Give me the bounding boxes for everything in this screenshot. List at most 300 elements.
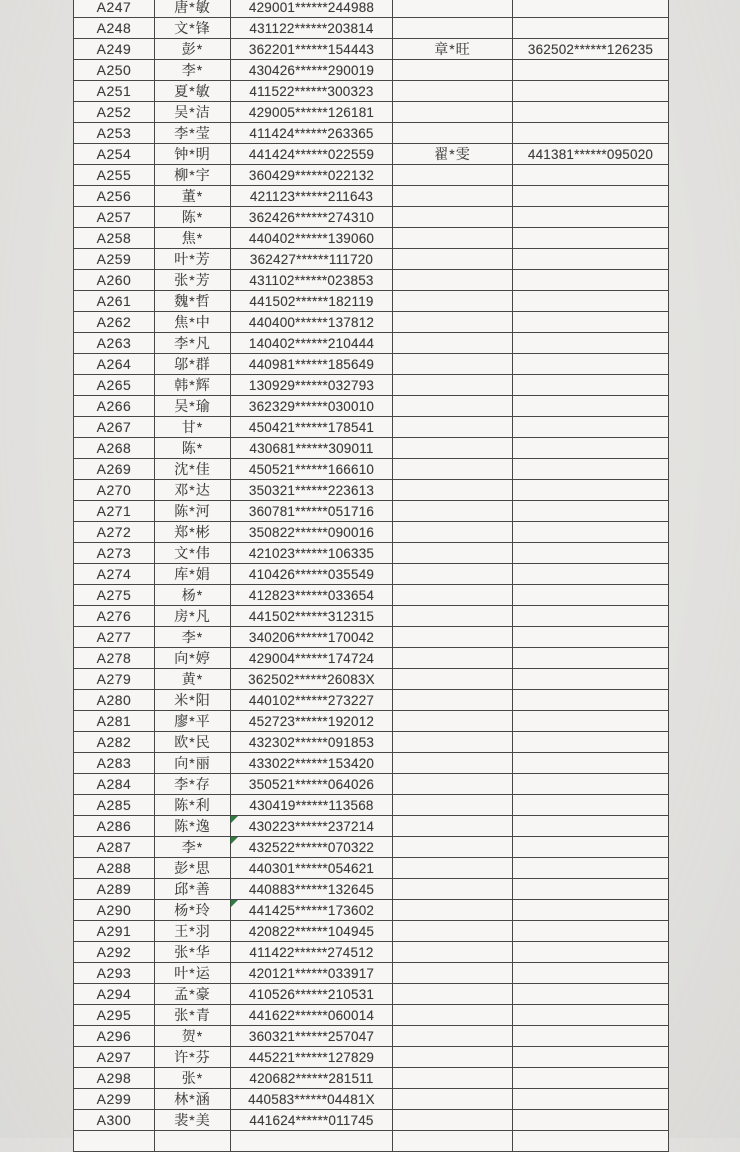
secondary-name-cell <box>393 375 513 396</box>
secondary-id-cell <box>513 501 669 522</box>
secondary-name-cell <box>393 879 513 900</box>
primary-name-cell: 李*莹 <box>155 123 231 144</box>
primary-name-cell: 张* <box>155 1068 231 1089</box>
secondary-name-cell <box>393 60 513 81</box>
primary-name-cell: 夏*敏 <box>155 81 231 102</box>
code-cell: A298 <box>74 1068 155 1089</box>
primary-name-cell: 文*锋 <box>155 18 231 39</box>
table-row <box>74 501 669 522</box>
code-cell: A283 <box>74 753 155 774</box>
secondary-name-cell <box>393 858 513 879</box>
secondary-name-cell <box>393 585 513 606</box>
table-row <box>74 732 669 753</box>
table-row <box>74 669 669 690</box>
code-cell: A276 <box>74 606 155 627</box>
primary-id-cell: 362502******26083X <box>231 669 393 690</box>
primary-id-cell: 421123******211643 <box>231 186 393 207</box>
secondary-name-cell <box>393 1026 513 1047</box>
code-cell: A274 <box>74 564 155 585</box>
secondary-id-cell <box>513 123 669 144</box>
primary-name-cell: 李* <box>155 60 231 81</box>
primary-id-cell: 412823******033654 <box>231 585 393 606</box>
secondary-id-cell <box>513 858 669 879</box>
secondary-id-cell <box>513 417 669 438</box>
primary-id-cell: 350521******064026 <box>231 774 393 795</box>
table-row <box>74 795 669 816</box>
primary-id-cell: 360321******257047 <box>231 1026 393 1047</box>
primary-id-cell: 429005******126181 <box>231 102 393 123</box>
primary-id-cell: 410426******035549 <box>231 564 393 585</box>
primary-name-cell: 彭*思 <box>155 858 231 879</box>
primary-name-cell: 甘* <box>155 417 231 438</box>
secondary-name-cell <box>393 186 513 207</box>
primary-id-cell: 130929******032793 <box>231 375 393 396</box>
secondary-id-cell <box>513 837 669 858</box>
code-cell: A289 <box>74 879 155 900</box>
code-cell: A290 <box>74 900 155 921</box>
code-cell: A268 <box>74 438 155 459</box>
primary-name-cell: 叶*运 <box>155 963 231 984</box>
code-cell: A299 <box>74 1089 155 1110</box>
secondary-id-cell <box>513 165 669 186</box>
primary-name-cell: 孟*豪 <box>155 984 231 1005</box>
code-cell: A300 <box>74 1110 155 1131</box>
primary-id-cell: 362201******154443 <box>231 39 393 60</box>
primary-id-cell: 140402******210444 <box>231 333 393 354</box>
secondary-id-cell <box>513 648 669 669</box>
code-cell: A292 <box>74 942 155 963</box>
code-cell: A253 <box>74 123 155 144</box>
secondary-name-cell <box>393 417 513 438</box>
secondary-id-cell <box>513 60 669 81</box>
code-cell <box>74 1131 155 1152</box>
code-cell: A297 <box>74 1047 155 1068</box>
primary-id-cell: 445221******127829 <box>231 1047 393 1068</box>
secondary-name-cell <box>393 1089 513 1110</box>
table-row <box>74 354 669 375</box>
primary-id-cell: 440883******132645 <box>231 879 393 900</box>
secondary-id-cell <box>513 1110 669 1131</box>
secondary-id-cell <box>513 543 669 564</box>
secondary-id-cell <box>513 0 669 18</box>
secondary-name-cell <box>393 438 513 459</box>
table-row <box>74 858 669 879</box>
code-cell: A257 <box>74 207 155 228</box>
code-cell: A280 <box>74 690 155 711</box>
code-cell: A250 <box>74 60 155 81</box>
primary-id-cell: 430223******237214 <box>231 816 393 837</box>
code-cell: A265 <box>74 375 155 396</box>
secondary-name-cell <box>393 984 513 1005</box>
code-cell: A270 <box>74 480 155 501</box>
primary-name-cell: 陈*逸 <box>155 816 231 837</box>
table-row <box>74 312 669 333</box>
table-row <box>74 417 669 438</box>
secondary-name-cell: 翟*雯 <box>393 144 513 165</box>
secondary-id-cell <box>513 522 669 543</box>
primary-name-cell: 陈* <box>155 438 231 459</box>
primary-name-cell: 焦* <box>155 228 231 249</box>
table-row <box>74 543 669 564</box>
primary-name-cell: 叶*芳 <box>155 249 231 270</box>
code-cell: A269 <box>74 459 155 480</box>
secondary-name-cell <box>393 795 513 816</box>
primary-id-cell: 441424******022559 <box>231 144 393 165</box>
table-row <box>74 102 669 123</box>
table-row <box>74 1110 669 1131</box>
secondary-name-cell <box>393 312 513 333</box>
code-cell: A255 <box>74 165 155 186</box>
primary-id-cell: 362427******111720 <box>231 249 393 270</box>
code-cell: A252 <box>74 102 155 123</box>
table-row <box>74 879 669 900</box>
primary-id-cell: 450421******178541 <box>231 417 393 438</box>
table-row <box>74 942 669 963</box>
secondary-id-cell <box>513 942 669 963</box>
table-row <box>74 585 669 606</box>
table-row <box>74 333 669 354</box>
secondary-id-cell <box>513 375 669 396</box>
table-row <box>74 438 669 459</box>
primary-id-cell: 411522******300323 <box>231 81 393 102</box>
primary-name-cell: 库*娟 <box>155 564 231 585</box>
code-cell: A249 <box>74 39 155 60</box>
table-row <box>74 900 669 921</box>
secondary-name-cell <box>393 1005 513 1026</box>
table-row <box>74 186 669 207</box>
primary-id-cell: 432522******070322 <box>231 837 393 858</box>
secondary-id-cell <box>513 585 669 606</box>
secondary-name-cell <box>393 333 513 354</box>
code-cell: A261 <box>74 291 155 312</box>
secondary-id-cell <box>513 18 669 39</box>
code-cell: A264 <box>74 354 155 375</box>
secondary-name-cell <box>393 396 513 417</box>
primary-name-cell <box>155 1131 231 1152</box>
secondary-name-cell <box>393 627 513 648</box>
secondary-id-cell <box>513 354 669 375</box>
secondary-name-cell <box>393 81 513 102</box>
primary-name-cell: 邓*达 <box>155 480 231 501</box>
secondary-name-cell <box>393 501 513 522</box>
primary-name-cell: 张*华 <box>155 942 231 963</box>
primary-name-cell: 沈*佳 <box>155 459 231 480</box>
code-cell: A294 <box>74 984 155 1005</box>
secondary-id-cell <box>513 291 669 312</box>
table-row <box>74 39 669 60</box>
table-row <box>74 753 669 774</box>
primary-id-cell: 350822******090016 <box>231 522 393 543</box>
secondary-id-cell <box>513 1026 669 1047</box>
primary-name-cell: 韩*辉 <box>155 375 231 396</box>
code-cell: A248 <box>74 18 155 39</box>
primary-id-cell: 433022******153420 <box>231 753 393 774</box>
table-row <box>74 480 669 501</box>
primary-id-cell: 431102******023853 <box>231 270 393 291</box>
primary-id-cell: 441624******011745 <box>231 1110 393 1131</box>
primary-name-cell: 邱*善 <box>155 879 231 900</box>
primary-id-cell: 430681******309011 <box>231 438 393 459</box>
secondary-id-cell <box>513 1005 669 1026</box>
primary-name-cell: 王*羽 <box>155 921 231 942</box>
code-cell: A266 <box>74 396 155 417</box>
primary-id-cell: 430419******113568 <box>231 795 393 816</box>
secondary-id-cell: 441381******095020 <box>513 144 669 165</box>
secondary-name-cell <box>393 774 513 795</box>
secondary-id-cell <box>513 459 669 480</box>
primary-name-cell: 向*丽 <box>155 753 231 774</box>
primary-id-cell: 441502******312315 <box>231 606 393 627</box>
primary-id-cell: 432302******091853 <box>231 732 393 753</box>
primary-id-cell <box>231 1131 393 1152</box>
primary-name-cell: 李* <box>155 837 231 858</box>
primary-name-cell: 李*存 <box>155 774 231 795</box>
secondary-name-cell <box>393 753 513 774</box>
secondary-name-cell <box>393 606 513 627</box>
table-row <box>74 1047 669 1068</box>
table-row <box>74 81 669 102</box>
secondary-id-cell <box>513 711 669 732</box>
table-row <box>74 207 669 228</box>
table-row <box>74 837 669 858</box>
code-cell: A272 <box>74 522 155 543</box>
primary-name-cell: 林*涵 <box>155 1089 231 1110</box>
primary-name-cell: 杨* <box>155 585 231 606</box>
primary-name-cell: 焦*中 <box>155 312 231 333</box>
code-cell: A273 <box>74 543 155 564</box>
secondary-name-cell <box>393 102 513 123</box>
code-cell: A286 <box>74 816 155 837</box>
table-row <box>74 459 669 480</box>
secondary-id-cell <box>513 984 669 1005</box>
secondary-name-cell <box>393 690 513 711</box>
code-cell: A254 <box>74 144 155 165</box>
secondary-name-cell <box>393 1110 513 1131</box>
code-cell: A278 <box>74 648 155 669</box>
secondary-name-cell <box>393 942 513 963</box>
secondary-id-cell <box>513 1131 669 1152</box>
code-cell: A282 <box>74 732 155 753</box>
secondary-name-cell <box>393 123 513 144</box>
secondary-name-cell <box>393 249 513 270</box>
table-row <box>74 144 669 165</box>
primary-id-cell: 429004******174724 <box>231 648 393 669</box>
secondary-name-cell <box>393 270 513 291</box>
secondary-id-cell <box>513 564 669 585</box>
table-row <box>74 123 669 144</box>
secondary-name-cell <box>393 564 513 585</box>
table-row <box>74 18 669 39</box>
primary-name-cell: 柳*宇 <box>155 165 231 186</box>
secondary-id-cell <box>513 690 669 711</box>
primary-name-cell: 吴*洁 <box>155 102 231 123</box>
secondary-id-cell <box>513 480 669 501</box>
secondary-id-cell <box>513 270 669 291</box>
secondary-id-cell <box>513 669 669 690</box>
primary-id-cell: 420682******281511 <box>231 1068 393 1089</box>
table-row <box>74 228 669 249</box>
code-cell: A256 <box>74 186 155 207</box>
primary-name-cell: 张*青 <box>155 1005 231 1026</box>
table-row <box>74 774 669 795</box>
code-cell: A262 <box>74 312 155 333</box>
secondary-name-cell <box>393 207 513 228</box>
code-cell: A259 <box>74 249 155 270</box>
primary-id-cell: 420121******033917 <box>231 963 393 984</box>
secondary-id-cell: 362502******126235 <box>513 39 669 60</box>
code-cell: A247 <box>74 0 155 18</box>
primary-id-cell: 421023******106335 <box>231 543 393 564</box>
secondary-name-cell <box>393 921 513 942</box>
primary-id-cell: 350321******223613 <box>231 480 393 501</box>
code-cell: A251 <box>74 81 155 102</box>
primary-name-cell: 黄* <box>155 669 231 690</box>
primary-name-cell: 魏*哲 <box>155 291 231 312</box>
primary-name-cell: 吴*瑜 <box>155 396 231 417</box>
table-row <box>74 711 669 732</box>
code-cell: A271 <box>74 501 155 522</box>
table-row <box>74 648 669 669</box>
secondary-id-cell <box>513 1089 669 1110</box>
table-row <box>74 564 669 585</box>
secondary-name-cell <box>393 522 513 543</box>
code-cell: A267 <box>74 417 155 438</box>
secondary-id-cell <box>513 732 669 753</box>
secondary-id-cell <box>513 81 669 102</box>
primary-name-cell: 杨*玲 <box>155 900 231 921</box>
secondary-id-cell <box>513 312 669 333</box>
primary-id-cell: 410526******210531 <box>231 984 393 1005</box>
secondary-id-cell <box>513 186 669 207</box>
secondary-id-cell <box>513 102 669 123</box>
table-row-partial <box>74 1131 669 1152</box>
table-row <box>74 816 669 837</box>
secondary-name-cell <box>393 1047 513 1068</box>
primary-id-cell: 362329******030010 <box>231 396 393 417</box>
secondary-name-cell <box>393 543 513 564</box>
secondary-name-cell <box>393 669 513 690</box>
secondary-id-cell <box>513 627 669 648</box>
table-row <box>74 1005 669 1026</box>
primary-name-cell: 李*凡 <box>155 333 231 354</box>
code-cell: A291 <box>74 921 155 942</box>
secondary-name-cell <box>393 900 513 921</box>
secondary-name-cell <box>393 816 513 837</box>
primary-id-cell: 440400******137812 <box>231 312 393 333</box>
primary-id-cell: 360429******022132 <box>231 165 393 186</box>
primary-name-cell: 向*婷 <box>155 648 231 669</box>
primary-name-cell: 陈*河 <box>155 501 231 522</box>
secondary-id-cell <box>513 1047 669 1068</box>
table-row <box>74 921 669 942</box>
secondary-id-cell <box>513 753 669 774</box>
primary-id-cell: 452723******192012 <box>231 711 393 732</box>
code-cell: A293 <box>74 963 155 984</box>
primary-name-cell: 陈*利 <box>155 795 231 816</box>
table-row <box>74 270 669 291</box>
code-cell: A287 <box>74 837 155 858</box>
code-cell: A258 <box>74 228 155 249</box>
secondary-id-cell <box>513 438 669 459</box>
secondary-id-cell <box>513 879 669 900</box>
table-row <box>74 627 669 648</box>
primary-name-cell: 郑*彬 <box>155 522 231 543</box>
primary-name-cell: 邬*群 <box>155 354 231 375</box>
code-cell: A285 <box>74 795 155 816</box>
primary-name-cell: 欧*民 <box>155 732 231 753</box>
primary-id-cell: 420822******104945 <box>231 921 393 942</box>
primary-id-cell: 430426******290019 <box>231 60 393 81</box>
secondary-id-cell <box>513 900 669 921</box>
secondary-id-cell <box>513 795 669 816</box>
primary-name-cell: 李* <box>155 627 231 648</box>
primary-id-cell: 429001******244988 <box>231 0 393 18</box>
primary-name-cell: 房*凡 <box>155 606 231 627</box>
primary-name-cell: 裴*美 <box>155 1110 231 1131</box>
table-row <box>74 1026 669 1047</box>
secondary-id-cell <box>513 1068 669 1089</box>
secondary-name-cell <box>393 648 513 669</box>
primary-id-cell: 362426******274310 <box>231 207 393 228</box>
code-cell: A279 <box>74 669 155 690</box>
code-cell: A296 <box>74 1026 155 1047</box>
secondary-id-cell <box>513 333 669 354</box>
roster-sheet <box>73 0 669 1152</box>
primary-id-cell: 440402******139060 <box>231 228 393 249</box>
primary-id-cell: 340206******170042 <box>231 627 393 648</box>
primary-name-cell: 钟*明 <box>155 144 231 165</box>
secondary-name-cell <box>393 711 513 732</box>
code-cell: A284 <box>74 774 155 795</box>
table-row <box>74 396 669 417</box>
primary-id-cell: 441622******060014 <box>231 1005 393 1026</box>
table-row <box>74 375 669 396</box>
secondary-id-cell <box>513 963 669 984</box>
secondary-name-cell <box>393 228 513 249</box>
primary-name-cell: 董* <box>155 186 231 207</box>
primary-name-cell: 贺* <box>155 1026 231 1047</box>
secondary-name-cell <box>393 18 513 39</box>
primary-id-cell: 441425******173602 <box>231 900 393 921</box>
primary-id-cell: 441502******182119 <box>231 291 393 312</box>
primary-name-cell: 唐*敏 <box>155 0 231 18</box>
primary-id-cell: 411422******274512 <box>231 942 393 963</box>
secondary-id-cell <box>513 816 669 837</box>
table-row <box>74 0 669 18</box>
secondary-name-cell <box>393 837 513 858</box>
roster-table <box>73 0 669 1152</box>
primary-id-cell: 440981******185649 <box>231 354 393 375</box>
table-row <box>74 522 669 543</box>
table-row <box>74 963 669 984</box>
table-row <box>74 291 669 312</box>
primary-name-cell: 彭* <box>155 39 231 60</box>
table-row <box>74 249 669 270</box>
primary-name-cell: 米*阳 <box>155 690 231 711</box>
secondary-name-cell <box>393 0 513 18</box>
secondary-id-cell <box>513 606 669 627</box>
code-cell: A260 <box>74 270 155 291</box>
code-cell: A288 <box>74 858 155 879</box>
secondary-name-cell: 章*旺 <box>393 39 513 60</box>
secondary-name-cell <box>393 1068 513 1089</box>
secondary-name-cell <box>393 1131 513 1152</box>
secondary-name-cell <box>393 732 513 753</box>
secondary-name-cell <box>393 165 513 186</box>
secondary-name-cell <box>393 480 513 501</box>
secondary-id-cell <box>513 921 669 942</box>
primary-name-cell: 许*芬 <box>155 1047 231 1068</box>
